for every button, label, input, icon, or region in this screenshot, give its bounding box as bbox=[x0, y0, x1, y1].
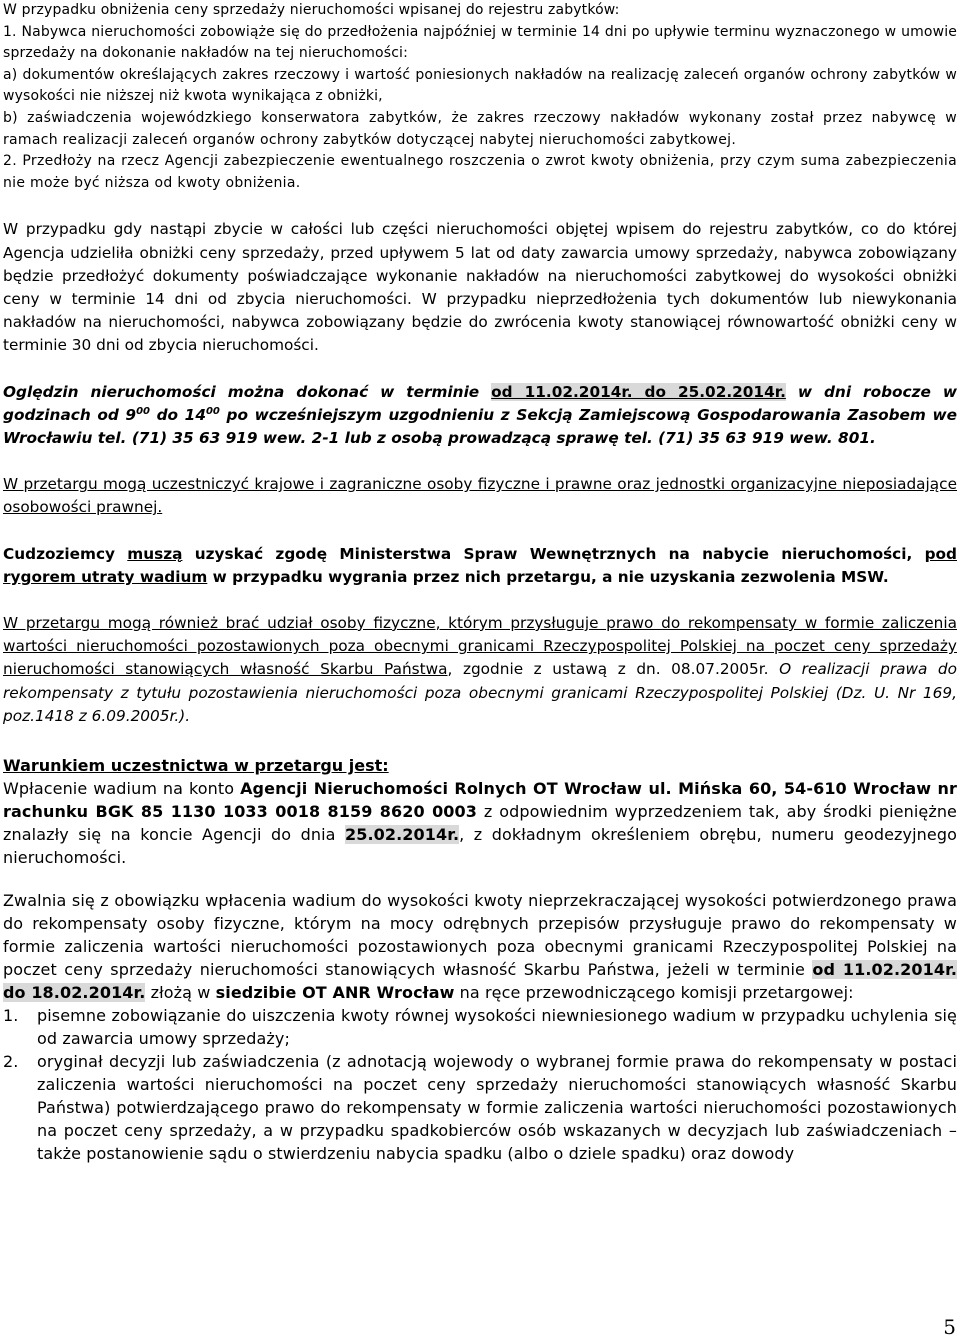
conditions-p2: z odpowiednim wyprzedzeniem tak, aby środki pieniężne znalazły się na koncie Agencji do dnia bbox=[3, 802, 958, 844]
spacer bbox=[3, 869, 957, 889]
document-page bbox=[3, 0, 957, 1165]
price-reduction-section bbox=[3, 0, 957, 194]
inspection-paragraph bbox=[3, 381, 957, 451]
exemption-dates: od 11.02.2014r. do 18.02.2014r. bbox=[3, 960, 957, 1002]
exemption-item-text: oryginał decyzji lub zaświadczenia (z adnotacją wojewody o wybranej formie prawa do rekompensaty w postaci zaliczenia wartości nieruchomości na poczet ceny sprzedaży nieruchomości stanowiących własność Skarbu Państwa) potwierdzającego prawo do rekompensaty w formie zaliczenia wartości nieruchomości pozostawionych na poczet ceny sprzedaży, a w przypadku spadkobierców osób wskazanych w decyzjach lub zaświadczeniach – także postanowienie sądu o stwierdzeniu nabycia spadku (albo o dziele spadku) oraz dowody bbox=[37, 1052, 957, 1163]
item-1a: a) dokumentów określających zakres rzeczowy i wartość poniesionych nakładów na realizację zaleceń organów ochrony zabytków w wysokości nie niższej niż kwota wynikająca z obniżki, bbox=[3, 66, 957, 105]
participants-paragraph: W przetargu mogą uczestniczyć krajowe i zagraniczne osoby fizyczne i prawne oraz jednostki organizacyjne nieposiadające osobowości prawnej. bbox=[3, 475, 957, 517]
conditions-header: Warunkiem uczestnictwa w przetargu jest: bbox=[3, 756, 389, 775]
inspection-part4: po wcześniejszym uzgodnieniu z Sekcją Zamiejscową Gospodarowania Zasobem we Wrocławiu tel. (71) 35 63 919 wew. 2-1 lub z osobą prowadzącą sprawę tel. (71) 35 63 919 wew. 801. bbox=[3, 405, 957, 447]
exemption-office: siedzibie OT ANR Wrocław bbox=[215, 983, 455, 1002]
item-2: 2. Przedłoży na rzecz Agencji zabezpieczenie ewentualnego roszczenia o zwrot kwoty obniżenia, przy czym suma zabezpieczenia nie może być niższa od kwoty obniżenia. bbox=[3, 153, 957, 191]
spacer bbox=[3, 194, 957, 218]
intro-text: W przypadku obniżenia ceny sprzedaży nieruchomości wpisanej do rejestru zabytków: bbox=[3, 2, 620, 18]
foreigners-paragraph bbox=[3, 543, 957, 589]
foreigners-penalty: pod rygorem utraty wadium bbox=[3, 544, 957, 586]
inspection-sup1: 00 bbox=[136, 405, 150, 417]
conditions-deadline: 25.02.2014r. bbox=[345, 825, 460, 844]
item-1: 1. Nabywca nieruchomości zobowiąże się do przedłożenia najpóźniej w terminie 14 dni po upływie terminu wyznaczonego w umowie sprzedaży na dokonanie nakładów na tej nieruchomości: bbox=[3, 23, 957, 62]
compensation-paragraph bbox=[3, 612, 957, 728]
exemption-list bbox=[3, 1004, 957, 1165]
item-1b: b) zaświadczenia wojewódzkiego konserwatora zabytków, że zakres rzeczowy nakładów wykonany został przez nabywcę w ramach realizacji zaleceń organów ochrony zabytków dotyczącej nabytej nieruchomości zabytkowej. bbox=[3, 109, 957, 148]
exemption-p3: na ręce przewodniczącego komisji przetargowej: bbox=[454, 983, 854, 1002]
foreigners-part3: w przypadku wygrania przez nich przetargu, a nie uzyskania zezwolenia MSW. bbox=[207, 567, 889, 586]
conditions-p1: Wpłacenie wadium na konto bbox=[3, 779, 241, 798]
spacer bbox=[3, 450, 957, 473]
foreigners-must: muszą bbox=[127, 544, 183, 563]
compensation-italic: O realizacji prawa do rekompensaty z tytułu pozostawienia nieruchomości poza obecnymi granicami Rzeczypospolitej Polskiej (Dz. U. Nr 169, poz.1418 z 6.09.2005r.). bbox=[3, 660, 958, 725]
exemption-list-item bbox=[3, 1004, 957, 1050]
conditions-paragraph bbox=[3, 777, 957, 869]
compensation-plain: , zgodnie z ustawą z dn. 08.07.2005r. bbox=[447, 660, 780, 679]
spacer bbox=[3, 358, 957, 381]
exemption-item-text: pisemne zobowiązanie do uiszczenia kwoty równej wysokości niewniesionego wadium w przypadku uchylenia się od zawarcia umowy sprzedaży; bbox=[37, 1006, 957, 1048]
foreigners-part2: uzyskać zgodę Ministerstwa Spraw Wewnętrznych na nabycie nieruchomości, bbox=[182, 544, 925, 563]
exemption-p1: Zwalnia się z obowiązku wpłacenia wadium do wysokości kwoty nieprzekraczającej wysokości potwierdzonego prawa do rekompensaty osoby fizyczne, którym na mocy odrębnych przepisów przysługuje prawo do rekompensaty w formie zaliczenia wartości nieruchomości pozostawionych poza obecnymi granicami Rzeczypospolitej Polskiej na poczet ceny sprzedaży nieruchomości stanowiących własność Skarbu Państwa, jeżeli w terminie bbox=[3, 891, 957, 979]
exemption-paragraph bbox=[3, 889, 957, 1004]
exemption-item-number: 1. bbox=[3, 1006, 19, 1025]
exemption-item-number: 2. bbox=[3, 1052, 19, 1071]
spacer bbox=[3, 728, 957, 754]
inspection-dates: od 11.02.2014r. do 25.02.2014r. bbox=[491, 382, 786, 401]
disposal-paragraph: W przypadku gdy nastąpi zbycie w całości lub części nieruchomości objętej wpisem do rejestru zabytków, co do której Agencja udzieliła obniżki ceny sprzedaży, przed upływem 5 lat od daty zawarcia umowy sprzedaży, nabywca zobowiązany będzie przedłożyć dokumenty poświadczające wykonanie nakładów na nieruchomości zabytkowej do wysokości obniżki ceny w terminie 14 dni od zbycia nieruchomości. W przypadku nieprzedłożenia tych dokumentów lub niewykonania nakładów na nieruchomości, nabywca zobowiązany będzie do zwrócenia kwoty stanowiącej równowartość obniżki ceny w terminie 30 dni od zbycia nieruchomości. bbox=[3, 220, 957, 355]
spacer bbox=[3, 589, 957, 612]
inspection-sup2: 00 bbox=[205, 405, 220, 417]
exemption-p2: złożą w bbox=[145, 983, 216, 1002]
page-number: 5 bbox=[943, 1315, 956, 1339]
compensation-underlined: W przetargu mogą również brać udział osoby fizyczne, którym przysługuje prawo do rekompensaty w formie zaliczenia wartości nieruchomości pozostawionych poza obecnymi granicami Rzeczypospolitej Polskiej na poczet ceny sprzedaży nieruchomości stanowiących własność Skarbu Państwa bbox=[3, 613, 957, 679]
conditions-p3: , z dokładnym określeniem obrębu, numeru geodezyjnego nieruchomości. bbox=[3, 825, 957, 867]
inspection-part2: w dni robocze w godzinach od 9 bbox=[3, 382, 957, 424]
spacer bbox=[3, 520, 957, 543]
inspection-part3: do 14 bbox=[149, 405, 206, 424]
exemption-list-item bbox=[3, 1050, 957, 1165]
inspection-part1: Oględzin nieruchomości można dokonać w terminie bbox=[3, 382, 492, 401]
conditions-bank: Agencji Nieruchomości Rolnych OT Wrocław ul. Mińska 60, 54-610 Wrocław nr rachunku BGK 85 1130 1033 0018 8159 8620 0003 bbox=[3, 779, 957, 821]
foreigners-part1: Cudzoziemcy bbox=[3, 544, 128, 563]
